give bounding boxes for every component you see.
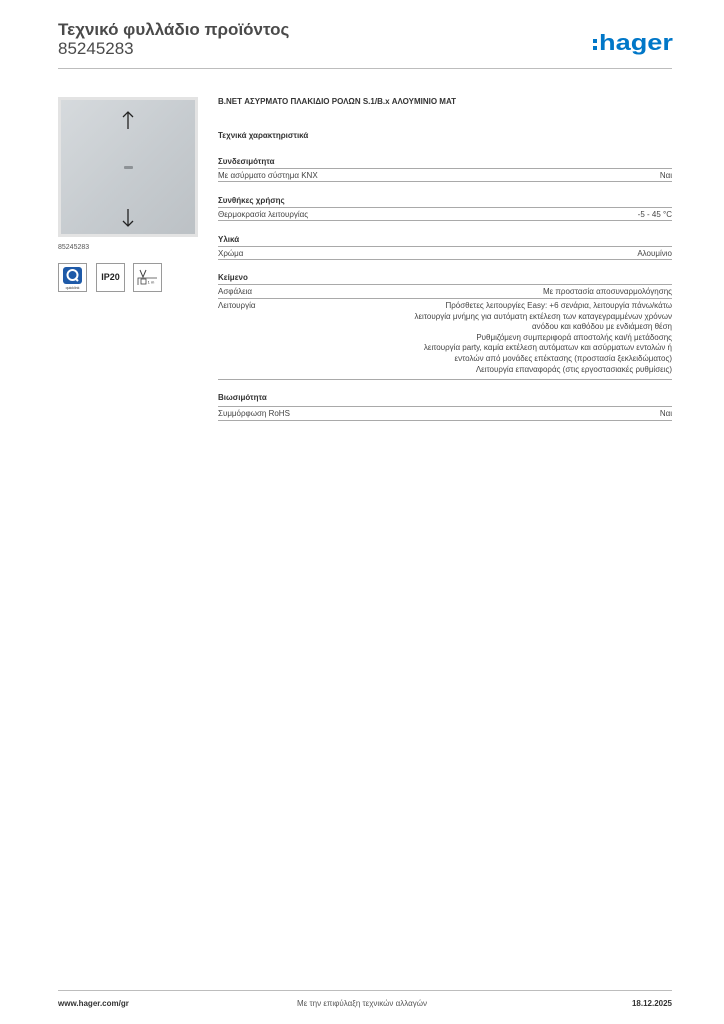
logo-dot-bottom xyxy=(593,46,597,50)
function-line: λειτουργία μνήμης για αυτόματη εκτέλεση των καταγεγραμμένων χρόνων xyxy=(414,311,672,321)
spec-label: Συμμόρφωση RoHS xyxy=(218,409,290,418)
group-divider xyxy=(218,220,672,221)
led-indicator xyxy=(124,166,133,169)
logo-wordmark: hager xyxy=(599,30,674,55)
group-divider xyxy=(218,420,672,421)
spec-row-temperature xyxy=(218,207,672,220)
group-title-text: Κείμενο xyxy=(218,273,248,282)
group-title-conditions: Συνθήκες χρήσης xyxy=(218,196,285,205)
spec-value: -5 - 45 °C xyxy=(637,210,672,219)
function-line: Πρόσθετες λειτουργίες Easy: +6 σενάρια, λειτουργία πάνω/κάτω xyxy=(445,301,672,310)
function-line: Ρυθμιζόμενη συμπεριφορά αποστολής και/ή μετάδοσης xyxy=(476,332,672,342)
quicklink-label: quicklink xyxy=(65,286,80,290)
spec-value: Ναι xyxy=(659,409,672,418)
hager-logo[interactable] xyxy=(592,28,674,56)
installation-icon xyxy=(133,263,162,292)
quicklink-icon xyxy=(58,263,87,292)
spec-value-multiline xyxy=(414,301,672,375)
spec-label: Με ασύρματο σύστημα KNX xyxy=(218,171,318,180)
spec-value: Αλουμίνιο xyxy=(637,249,672,258)
group-divider xyxy=(218,379,672,380)
product-name: B.NET ΑΣΥΡΜΑΤΟ ΠΛΑΚΙΔΙΟ ΡΟΛΩΝ S.1/B.x ΑΛΟΥΜΙΝΙΟ ΜΑΤ xyxy=(218,97,456,106)
arrow-down-icon xyxy=(121,208,135,228)
spec-row-safety xyxy=(218,284,672,297)
product-image xyxy=(58,97,198,237)
footer-disclaimer: Με την επιφύλαξη τεχνικών αλλαγών xyxy=(297,999,427,1008)
footer-website-link[interactable]: www.hager.com/gr xyxy=(58,999,129,1008)
arrow-up-icon xyxy=(121,110,135,130)
spec-row-colour xyxy=(218,246,672,259)
spec-value: Ναι xyxy=(659,171,672,180)
product-code-label: 85245283 xyxy=(58,244,90,251)
spec-value: Με προστασία αποσυναρμολόγησης xyxy=(542,287,672,296)
function-line: ανόδου και καθόδου με ενδιάμεση θέση xyxy=(531,322,672,332)
spec-row-function xyxy=(218,298,672,379)
group-title-connectivity: Συνδεσιμότητα xyxy=(218,157,275,166)
page-title: Τεχνικό φυλλάδιο προϊόντος xyxy=(58,20,290,39)
section-title: Τεχνικά χαρακτηριστικά xyxy=(218,131,309,140)
footer-divider xyxy=(58,990,672,991)
spec-label: Λειτουργία xyxy=(218,301,256,310)
footer-date: 18.12.2025 xyxy=(631,999,672,1008)
function-line: Λειτουργία επαναφοράς (στις εργοστασιακές ρυθμίσεις) xyxy=(475,364,672,374)
spec-label: Ασφάλεια xyxy=(218,287,253,296)
group-title-sustainability: Βιωσιμότητα xyxy=(218,393,267,402)
group-title-materials: Υλικά xyxy=(218,235,240,244)
spec-row-rohs xyxy=(218,406,672,419)
installation-label: 1 m xyxy=(147,279,155,285)
function-line: εντολών από μονάδες επέκτασης (προστασία ξεκλειδώματος) xyxy=(454,353,672,363)
ip-rating-icon xyxy=(96,263,125,292)
product-reference: 85245283 xyxy=(58,39,134,58)
spec-row-knx xyxy=(218,168,672,181)
group-divider xyxy=(218,181,672,182)
product-plate xyxy=(61,100,195,234)
spec-label: Θερμοκρασία λειτουργίας xyxy=(218,210,309,219)
spec-label: Χρώμα xyxy=(218,249,244,258)
logo-dot-top xyxy=(593,39,597,43)
group-divider xyxy=(218,259,672,260)
header-divider xyxy=(58,68,672,69)
function-line: λειτουργία party, καμία εκτέλεση αυτόματων και ασύρματων εντολών ή xyxy=(423,343,672,353)
ip-rating-label: IP20 xyxy=(101,272,120,282)
